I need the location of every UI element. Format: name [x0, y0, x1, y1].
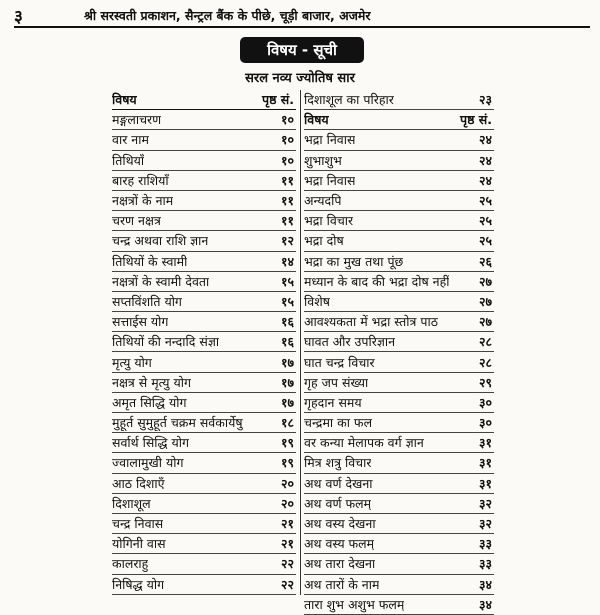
toc-row	[112, 332, 296, 352]
topic-header: विषय	[112, 92, 137, 108]
toc-page-number: २५	[478, 193, 492, 209]
toc-page-number: २७	[478, 273, 492, 289]
toc-page-number: २४	[478, 132, 492, 148]
toc-page-number: २१	[280, 516, 294, 532]
toc-page-number: ३४	[478, 596, 492, 612]
toc-page-number: १७	[280, 394, 294, 410]
toc-page-number: २०	[280, 475, 294, 491]
toc-page-number: २६	[478, 253, 492, 269]
toc-page-number: १२	[280, 233, 294, 249]
toc-topic: कालराहु	[112, 556, 149, 572]
toc-topic: विशेष	[304, 293, 330, 309]
page-title: विषय - सूची	[240, 37, 364, 63]
toc-page-number: १७	[280, 354, 294, 370]
toc-page-number: २४	[478, 172, 492, 188]
toc-topic: ज्वालामुखी योग	[112, 455, 184, 471]
toc-page-number: २९	[478, 374, 492, 390]
page-header-label: पृष्ठ सं.	[459, 112, 492, 128]
toc-topic: मुहूर्त सुमुहूर्त चक्रम सर्वकार्येषु	[112, 415, 243, 431]
toc-row	[304, 554, 494, 574]
toc-page-number: ३०	[478, 415, 492, 431]
toc-row	[112, 494, 296, 514]
toc-topic: चन्द्र निवास	[112, 516, 164, 532]
toc-topic: मध्यान के बाद की भद्रा दोष नहीं	[304, 273, 450, 289]
toc-row	[304, 191, 494, 211]
page-header	[14, 4, 590, 28]
toc-row	[112, 534, 296, 554]
toc-page-number: ११	[280, 193, 294, 209]
toc-topic: गृहदान समय	[304, 394, 362, 410]
toc-topic: दिशाशूल	[112, 495, 151, 511]
toc-page-number: १४	[280, 253, 294, 269]
toc-topic: भद्रा निवास	[304, 132, 356, 148]
toc-topic: दिशाशूल का परिहार	[304, 92, 394, 108]
toc-row	[304, 373, 494, 393]
toc-page-number: २७	[478, 314, 492, 330]
toc-row	[304, 292, 494, 312]
toc-topic: नक्षत्रों के नाम	[112, 193, 174, 209]
toc-topic: वर कन्या मेलापक वर्ग ज्ञान	[304, 435, 424, 451]
toc-page-number: २४	[478, 152, 492, 168]
right-column-header	[304, 110, 494, 130]
toc-page-number: ३१	[478, 455, 492, 471]
toc-row	[304, 433, 494, 453]
toc-topic: शुभाशुभ	[304, 152, 342, 168]
toc-row	[304, 151, 494, 171]
toc-page-number: १८	[280, 415, 294, 431]
toc-row	[304, 413, 494, 433]
toc-row	[112, 151, 296, 171]
toc-page-number: २०	[280, 495, 294, 511]
toc-page-number: ३३	[478, 556, 492, 572]
page-number: ३	[14, 6, 23, 27]
toc-topic: भद्रा का मुख तथा पूंछ	[304, 253, 404, 269]
toc-topic: वार नाम	[112, 132, 149, 148]
toc-row	[304, 171, 494, 191]
topic-header: विषय	[304, 112, 329, 128]
toc-page-number: ३१	[478, 475, 492, 491]
toc-topic: आठ दिशाएँ	[112, 475, 165, 491]
toc-row	[112, 312, 296, 332]
toc-page-number: २१	[280, 536, 294, 552]
toc-row	[112, 413, 296, 433]
toc-row	[304, 272, 494, 292]
toc-page-number: ३२	[478, 516, 492, 532]
toc-row	[112, 554, 296, 574]
toc-row	[112, 575, 296, 595]
toc-row	[112, 433, 296, 453]
toc-topic: योगिनी वास	[112, 536, 166, 552]
toc-row	[112, 352, 296, 372]
toc-topic: चन्द्रमा का फल	[304, 415, 373, 431]
left-toc-column	[112, 90, 296, 595]
toc-row	[304, 90, 494, 110]
toc-row	[304, 514, 494, 534]
toc-topic: तारा शुभ अशुभ फलम्	[304, 596, 405, 612]
toc-page-number: २७	[478, 293, 492, 309]
column-divider	[300, 90, 301, 595]
toc-page-number: १९	[280, 455, 294, 471]
toc-row	[304, 352, 494, 372]
toc-topic: मृत्यु योग	[112, 354, 152, 370]
toc-page-number: ३४	[478, 576, 492, 592]
toc-row	[112, 474, 296, 494]
toc-topic: सत्ताईस योग	[112, 314, 169, 330]
publisher-line: श्री सरस्वती प्रकाशन, सैन्ट्रल बैंक के पीछे, चूड़ी बाजार, अजमेर	[84, 7, 371, 23]
toc-row	[304, 534, 494, 554]
toc-topic: नक्षत्रों के स्वामी देवता	[112, 273, 210, 289]
toc-topic: अथ वर्ण देखना	[304, 475, 373, 491]
toc-topic: भद्रा विचार	[304, 213, 354, 229]
toc-page-number: १०	[280, 112, 294, 128]
toc-row	[112, 130, 296, 150]
toc-row	[304, 211, 494, 231]
toc-row	[304, 332, 494, 352]
book-subtitle: सरल नव्य ज्योतिष सार	[245, 71, 355, 86]
toc-row	[304, 252, 494, 272]
toc-row	[304, 453, 494, 473]
toc-topic: चरण नक्षत्र	[112, 213, 161, 229]
toc-topic: अथ तारों के नाम	[304, 576, 380, 592]
toc-page-number: १०	[280, 152, 294, 168]
toc-topic: अन्यदपि	[304, 193, 342, 209]
toc-row	[112, 393, 296, 413]
toc-topic: बारह राशियाँ	[112, 172, 169, 188]
toc-row	[112, 191, 296, 211]
toc-row	[112, 272, 296, 292]
toc-page-number: ३१	[478, 435, 492, 451]
toc-topic: चन्द्र अथवा राशि ज्ञान	[112, 233, 209, 249]
toc-page-number: २८	[478, 334, 492, 350]
toc-page-number: १६	[280, 334, 294, 350]
toc-page-number: ३०	[478, 394, 492, 410]
toc-row	[112, 171, 296, 191]
toc-topic: अथ वर्ण फलम्	[304, 495, 372, 511]
toc-page-number: २३	[478, 92, 492, 108]
toc-page-number: १९	[280, 435, 294, 451]
toc-page-number: १५	[280, 293, 294, 309]
toc-topic: अथ वस्य देखना	[304, 516, 376, 532]
toc-row	[304, 312, 494, 332]
toc-row	[304, 130, 494, 150]
toc-page-number: २८	[478, 354, 492, 370]
toc-row	[112, 231, 296, 251]
toc-row	[304, 393, 494, 413]
toc-row	[112, 110, 296, 130]
page-header-label: पृष्ठ सं.	[261, 92, 294, 108]
toc-row	[112, 252, 296, 272]
toc-topic: मित्र शत्रु विचार	[304, 455, 372, 471]
toc-topic: तिथियाँ	[112, 152, 145, 168]
toc-topic: अथ तारा देखना	[304, 556, 376, 572]
toc-row	[304, 494, 494, 514]
toc-topic: मङ्गलाचरण	[112, 112, 162, 128]
toc-page-number: १७	[280, 374, 294, 390]
toc-row	[304, 474, 494, 494]
toc-row	[112, 514, 296, 534]
toc-topic: सर्वार्थ सिद्धि योग	[112, 435, 190, 451]
toc-page-number: २२	[280, 556, 294, 572]
right-toc-column	[304, 90, 494, 615]
toc-page-number: २२	[280, 576, 294, 592]
toc-topic: गृह जप संख्या	[304, 374, 369, 390]
toc-page-number: २५	[478, 213, 492, 229]
toc-topic: भद्रा दोष	[304, 233, 344, 249]
toc-page-number: १५	[280, 273, 294, 289]
toc-topic: तिथियों के स्वामी	[112, 253, 188, 269]
toc-page-number: ३३	[478, 536, 492, 552]
toc-topic: अमृत सिद्धि योग	[112, 394, 187, 410]
toc-row	[112, 292, 296, 312]
toc-topic: आवश्यकता में भद्रा स्तोत्र पाठ	[304, 314, 439, 330]
toc-page-number: ११	[280, 172, 294, 188]
toc-topic: भद्रा निवास	[304, 172, 356, 188]
toc-topic: घावत और उपरिज्ञान	[304, 334, 396, 350]
toc-row	[304, 595, 494, 615]
toc-page-number: २५	[478, 233, 492, 249]
toc-topic: तिथियों की नन्दादि संज्ञा	[112, 334, 220, 350]
toc-topic: घात चन्द्र विचार	[304, 354, 375, 370]
toc-row	[304, 231, 494, 251]
left-column-header	[112, 90, 296, 110]
toc-page-number: १६	[280, 314, 294, 330]
toc-page-number: १०	[280, 132, 294, 148]
toc-topic: अथ वस्य फलम्	[304, 536, 375, 552]
toc-row	[112, 453, 296, 473]
toc-row	[304, 575, 494, 595]
toc-row	[112, 373, 296, 393]
toc-topic: सप्तविंशति योग	[112, 293, 182, 309]
toc-row	[112, 211, 296, 231]
toc-page-number: ३२	[478, 495, 492, 511]
toc-topic: नक्षत्र से मृत्यु योग	[112, 374, 192, 390]
toc-topic: निषिद्ध योग	[112, 576, 165, 592]
toc-page-number: ११	[280, 213, 294, 229]
